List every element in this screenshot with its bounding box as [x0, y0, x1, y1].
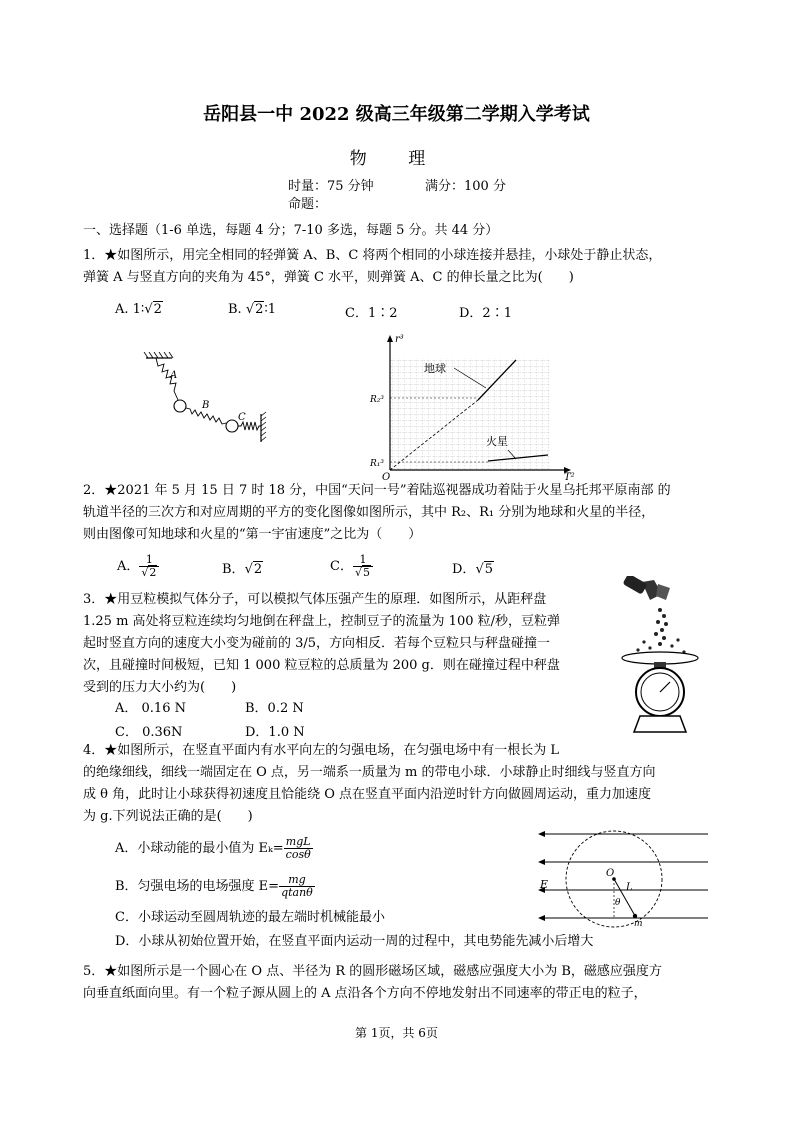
spring-b-label: B — [202, 400, 210, 411]
q3-option-d: D．1.0 N — [245, 725, 305, 740]
q2-line2: 轨道半径的三次方和对应周期的平方的变化图像如图所示，其中 R₂、R₁ 分别为地球和火星的半径， — [83, 505, 655, 520]
q3-option-b: B．0.2 N — [245, 701, 304, 716]
section-heading: 一、选择题（1-6 单选，每题 4 分；7-10 多选，每题 5 分。共 44 分） — [83, 223, 499, 238]
q3-line2: 1.25 m 高处将豆粒连续均匀地倒在秤盘上，控制豆子的流量为 100 粒/秒，豆粒弹 — [83, 614, 560, 629]
q4-option-b: B．匀强电场的电场强度 E= $\frac{mg}{qtan\theta}$ — [115, 873, 313, 899]
thread-l-label: L — [626, 882, 633, 893]
exam-score: 满分：100 分 — [425, 179, 506, 194]
q1-line1: 1．★如图所示，用完全相同的轻弹簧 A、B、C 将两个相同的小球连接并悬挂，小球处于静止状态， — [83, 248, 662, 263]
q4-option-d: D．小球从初始位置开始，在竖直平面内运动一周的过程中，其电势能先减小后增大 — [115, 934, 594, 949]
graph-x-label: T² — [564, 472, 575, 482]
q4-line3: 成 θ 角，此时让小球获得初速度且恰能绕 O 点在竖直平面内沿逆时针方向做圆周运动，重力加速度 — [83, 787, 652, 802]
q3-option-a: A． 0.16 N — [115, 701, 186, 716]
q4-option-c: C．小球运动至圆周轨迹的最左端时机械能最小 — [115, 910, 385, 925]
exam-author: 命题： — [288, 197, 328, 212]
q4-line2: 的绝缘细线，细线一端固定在 O 点，另一端系一质量为 m 的带电小球．小球静止时细线与竖直方向 — [83, 765, 656, 780]
q4-line1: 4．★如图所示，在竖直平面内有水平向左的匀强电场，在匀强电场中有一根长为 L — [83, 743, 560, 758]
spring-c-label: C — [238, 412, 246, 423]
center-o-label: O — [606, 868, 615, 879]
bean-scale-figure — [614, 576, 709, 736]
exam-title: 岳阳县一中 2022 级高三年级第二学期入学考试 — [203, 104, 590, 125]
q1-line2: 弹簧 A 与竖直方向的夹角为 45°，弹簧 C 水平，则弹簧 A、C 的伸长量之比为( ) — [83, 270, 574, 285]
graph-y-label: r³ — [395, 334, 404, 345]
q2-option-b: B．√2 — [222, 562, 263, 577]
q5-line2: 向垂直纸面向里。有一个粒子源从圆上的 A 点沿各个方向不停地发射出不同速率的带正电的粒子， — [83, 986, 647, 1001]
q3-line4: 次，且碰撞时间极短，已知 1 000 粒豆粒的总质量为 200 g．则在碰撞过程中秤盘 — [83, 658, 560, 673]
q2-line3: 则由图像可知地球和火星的“第一宇宙速度”之比为（ ） — [83, 527, 422, 542]
springs-figure — [138, 352, 268, 447]
page-footer: 第 1页，共 6页 — [355, 1026, 438, 1040]
electric-field-figure — [534, 826, 714, 928]
q2-option-a: A． $\frac{1}{√2}$ — [117, 554, 159, 579]
graph-mars-label: 火星 — [486, 435, 508, 448]
field-e-label: E — [540, 878, 549, 891]
q5-line1: 5．★如图所示是一个圆心在 O 点、半径为 R 的圆形磁场区域，磁感应强度大小为 B，磁感应强度方 — [83, 964, 662, 979]
q3-line5: 受到的压力大小约为( ) — [83, 680, 237, 695]
q1-option-b: B. √2∶1 — [228, 302, 277, 317]
mass-m-label: m — [634, 919, 643, 928]
subject-title: 物 理 — [349, 149, 444, 169]
q3-option-c: C． 0.36N — [115, 725, 183, 740]
exam-time: 时量：75 分钟 — [288, 179, 374, 194]
angle-theta-label: θ — [615, 898, 621, 908]
q2-line1: 2．★2021 年 5 月 15 日 7 时 18 分，中国“天问一号”着陆巡视器成功着陆于火星乌托邦平原南部 的 — [83, 483, 671, 498]
graph-r2-label: R₂³ — [370, 395, 384, 405]
q2-option-d: D．√5 — [452, 562, 494, 577]
q4-option-a: A．小球动能的最小值为 Eₖ= $\frac{\text{mgL}}{\cos\theta}$ — [115, 835, 311, 861]
q1-option-a: A. 1∶√2 — [115, 302, 162, 317]
q1-option-d: D．2∶1 — [459, 306, 512, 321]
q4-line4: 为 g.下列说法正确的是( ) — [83, 809, 253, 824]
r3-t2-graph — [368, 330, 580, 482]
graph-r1-label: R₁³ — [370, 459, 384, 469]
q2-option-c: C． $\frac{1}{√5}$ — [330, 554, 373, 579]
spring-a-label: A — [170, 370, 178, 381]
q3-line3: 起时竖直方向的速度大小变为碰前的 3/5，方向相反．若每个豆粒只与秤盘碰撞一 — [83, 636, 551, 651]
q1-option-c: C．1∶2 — [345, 306, 398, 321]
graph-origin: O — [382, 472, 391, 482]
graph-earth-label: 地球 — [424, 362, 446, 375]
q3-line1: 3．★用豆粒模拟气体分子，可以模拟气体压强产生的原理．如图所示，从距秤盘 — [83, 592, 547, 607]
